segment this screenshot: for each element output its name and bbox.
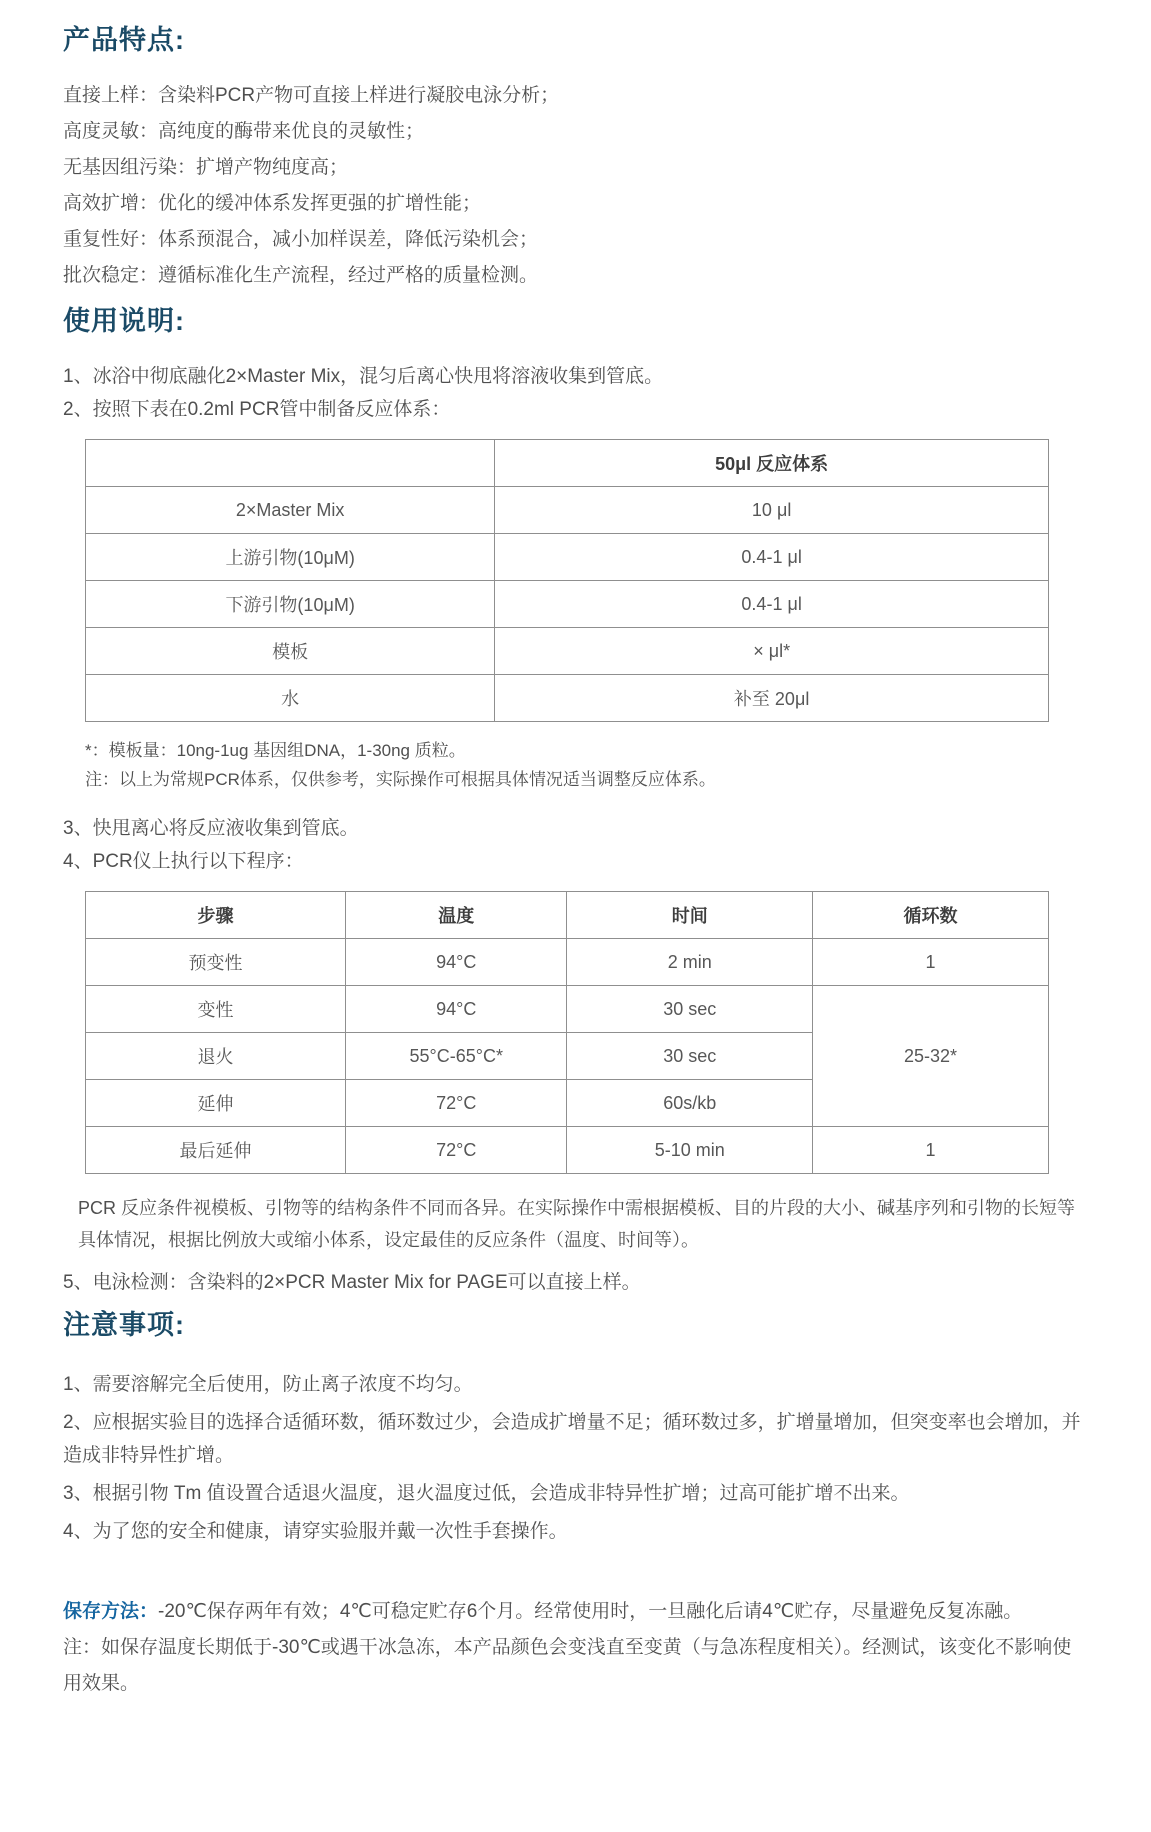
- table-cell: 延伸: [86, 1080, 346, 1127]
- table-header-cell: 步骤: [86, 892, 346, 939]
- notices-list: [63, 1368, 1088, 1548]
- table-row: [86, 675, 1049, 722]
- table-cell: 10 μl: [495, 487, 1049, 534]
- notice-item: 1、需要溶解完全后使用，防止离子浓度不均匀。: [63, 1374, 473, 1395]
- notice-item: 3、根据引物 Tm 值设置合适退火温度，退火温度过低，会造成非特异性扩增；过高可能扩增不出来。: [63, 1483, 910, 1504]
- table-cell: 下游引物(10μM): [86, 581, 495, 628]
- footnote-template-amount: *：模板量：10ng-1ug 基因组DNA，1-30ng 质粒。: [85, 741, 466, 760]
- storage-line: [63, 1594, 1088, 1630]
- table-header-cell: 循环数: [813, 892, 1049, 939]
- usage-step-5: 5、电泳检测：含染料的2×PCR Master Mix for PAGE可以直接上样。: [63, 1272, 641, 1293]
- table-cell: 变性: [86, 986, 346, 1033]
- features-list: [63, 83, 1088, 289]
- feature-item: 直接上样：含染料PCR产物可直接上样进行凝胶电泳分析；: [63, 85, 560, 106]
- notice-item: 4、为了您的安全和健康，请穿实验服并戴一次性手套操作。: [63, 1521, 568, 1542]
- table-cell: 72°C: [346, 1127, 567, 1174]
- table-cell: 最后延伸: [86, 1127, 346, 1174]
- footnote-general: 注：以上为常规PCR体系，仅供参考，实际操作可根据具体情况适当调整反应体系。: [85, 770, 716, 789]
- table-cell: 55°C-65°C*: [346, 1033, 567, 1080]
- section-heading-features: 产品特点:: [63, 25, 185, 55]
- storage-section: [63, 1594, 1088, 1702]
- table-cell: 30 sec: [567, 1033, 813, 1080]
- table-cell: 预变性: [86, 939, 346, 986]
- notice-item: 2、应根据实验目的选择合适循环数，循环数过少，会造成扩增量不足；循环数过多，扩增量增加，但突变率也会增加，并造成非特异性扩增。: [63, 1412, 1081, 1466]
- usage-step-1: 1、冰浴中彻底融化2×Master Mix，混匀后离心快甩将溶液收集到管底。: [63, 366, 664, 387]
- table-cell: 0.4-1 μl: [495, 581, 1049, 628]
- table-row: [86, 1127, 1049, 1174]
- table-row: [86, 534, 1049, 581]
- table-header-row: [86, 892, 1049, 939]
- table-cell: 30 sec: [567, 986, 813, 1033]
- usage-step-2: 2、按照下表在0.2ml PCR管中制备反应体系：: [63, 399, 451, 420]
- storage-method-text: -20℃保存两年有效；4℃可稳定贮存6个月。经常使用时，一旦融化后请4℃贮存，尽量避免反复冻融。: [158, 1601, 1023, 1622]
- feature-item: 无基因组污染：扩增产物纯度高；: [63, 157, 349, 178]
- feature-item: 高度灵敏：高纯度的酶带来优良的灵敏性；: [63, 121, 425, 142]
- table-cell-merged-cycles: 25-32*: [813, 986, 1049, 1127]
- pcr-program-note: PCR 反应条件视模板、引物等的结构条件不同而各异。在实际操作中需根据模板、目的片段的大小、碱基序列和引物的长短等具体情况，根据比例放大或缩小体系，设定最佳的反应条件（温度、时间等）。: [78, 1198, 1075, 1250]
- table-cell: 2 min: [567, 939, 813, 986]
- table-header-cell: 温度: [346, 892, 567, 939]
- table-cell: 94°C: [346, 986, 567, 1033]
- table-cell: 水: [86, 675, 495, 722]
- table-cell: 2×Master Mix: [86, 487, 495, 534]
- usage-step-3: 3、快甩离心将反应液收集到管底。: [63, 818, 359, 839]
- table-header-cell: 时间: [567, 892, 813, 939]
- table-cell: 72°C: [346, 1080, 567, 1127]
- section-heading-notices: 注意事项:: [63, 1310, 185, 1340]
- reaction-system-table: [85, 439, 1049, 722]
- table-cell: 94°C: [346, 939, 567, 986]
- pcr-program-table: [85, 891, 1049, 1174]
- storage-note: 注：如保存温度长期低于-30℃或遇干冰急冻，本产品颜色会变浅直至变黄（与急冻程度相关）。经测试，该变化不影响使用效果。: [63, 1637, 1072, 1694]
- table-cell: 1: [813, 1127, 1049, 1174]
- table-row: [86, 628, 1049, 675]
- table-cell: 60s/kb: [567, 1080, 813, 1127]
- feature-item: 批次稳定：遵循标准化生产流程，经过严格的质量检测。: [63, 265, 539, 286]
- section-heading-usage: 使用说明:: [63, 306, 185, 336]
- table-cell: 1: [813, 939, 1049, 986]
- table1-footnotes: [63, 736, 1088, 794]
- feature-item: 重复性好：体系预混合，减小加样误差，降低污染机会；: [63, 229, 539, 250]
- table-cell: 0.4-1 μl: [495, 534, 1049, 581]
- table-row: [86, 581, 1049, 628]
- feature-item: 高效扩增：优化的缓冲体系发挥更强的扩增性能；: [63, 193, 482, 214]
- table-cell: 退火: [86, 1033, 346, 1080]
- table-cell: 5-10 min: [567, 1127, 813, 1174]
- table-cell: 补至 20μl: [495, 675, 1049, 722]
- table-header-cell: 50μl 反应体系: [495, 440, 1049, 487]
- usage-step-4: 4、PCR仪上执行以下程序：: [63, 851, 304, 872]
- table-cell: 模板: [86, 628, 495, 675]
- table-row: [86, 939, 1049, 986]
- table-header-cell: [86, 440, 495, 487]
- table-row: [86, 487, 1049, 534]
- table-cell: 上游引物(10μM): [86, 534, 495, 581]
- storage-method-label: 保存方法：: [63, 1601, 159, 1622]
- table-cell: × μl*: [495, 628, 1049, 675]
- table-row: [86, 986, 1049, 1033]
- table-header-row: [86, 440, 1049, 487]
